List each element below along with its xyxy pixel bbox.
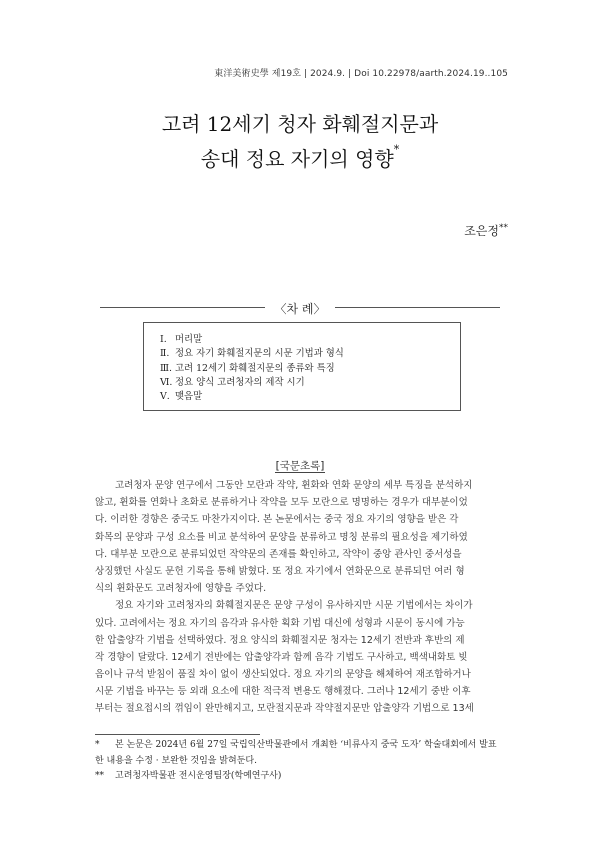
abstract-line: 작 경향이 달랐다. 12세기 전반에는 압출양각과 함께 음각 기법도 구사하고, 백색내화토 빚 (95, 651, 468, 663)
footnote (95, 769, 515, 785)
abstract-line: 있다. 고려에서는 정요 자기의 음각과 유사한 획화 기법 대신에 성형과 시문이 동시에 가능 (95, 617, 465, 629)
abstract-line: 부터는 절요접시의 꺾임이 완만해지고, 모란절지문과 작약절지문만 압출양각 기법으로 13세 (95, 703, 474, 715)
abstract-line: 음이나 규석 받침이 품질 차이 없이 생산되었다. 정요 자기의 문양을 해체하여 재조합하거나 (95, 669, 471, 681)
toc-item (160, 376, 460, 390)
footnote-text: 고려청자박물관 전시운영팀장(학예연구사) (115, 771, 282, 781)
footnote-continuation: 한 내용을 수정 · 보완한 것임을 밝혀둔다. (95, 755, 257, 766)
footnote-text: 본 논문은 2024년 6월 27일 국립익산박물관에서 개최한 ‘비류사지 중국 도자’ 학술대회에서 발표 (115, 740, 497, 750)
author (464, 222, 508, 239)
toc-heading-rule-right (335, 307, 500, 308)
footnote-divider (95, 734, 260, 735)
toc-heading-block (100, 300, 500, 314)
abstract-line: 상징했던 사실도 문헌 기록을 통해 밝혔다. 또 정요 자기에서 연화문으로 분류되던 여러 형 (95, 565, 465, 577)
footnote (95, 738, 515, 754)
abstract-body (95, 477, 507, 718)
abstract-heading (0, 458, 600, 473)
toc-heading: 〈차 례〉 (274, 302, 326, 316)
abstract-line: 시문 기법을 바꾸는 등 외래 요소에 대한 적극적 변용도 행해졌다. 그러나 12세기 중반 이후 (95, 686, 471, 698)
abstract-line: 정요 자기와 고려청자의 화훼절지문은 문양 구성이 유사하지만 시문 기법에서는 차이가 (115, 600, 473, 612)
abstract-line: 다. 대부분 모란으로 분류되었던 작약문의 존재를 확인하고, 작약이 중앙 관사인 중서성을 (95, 548, 462, 560)
abstract-line: 화목의 문양과 구성 요소를 비교 분석하여 문양을 분류하고 명칭 분류의 필요성을 제기하였 (95, 531, 468, 543)
toc-item (160, 333, 460, 347)
toc-item-label: 정요 양식 고려청자의 제작 시기 (174, 376, 305, 388)
abstract-heading-text: [국문초록] (275, 460, 325, 472)
toc-item-number: Ⅱ. (160, 348, 170, 360)
toc-item-label: 맺음말 (174, 391, 203, 403)
toc-item (160, 347, 460, 361)
paper-title-line-2 (0, 143, 600, 172)
abstract-line: 식의 휜화문도 고려청자에 영향을 주었다. (95, 583, 267, 595)
toc-item-number: Ⅲ. (160, 362, 173, 374)
abstract-line: 고려청자 문양 연구에서 그동안 모란과 작약, 휜화와 연화 문양의 세부 특징을 분석하지 (115, 480, 473, 491)
abstract-line: 다. 이러한 경향은 중국도 마찬가지이다. 본 논문에서는 중국 정요 자기의 영향을 받은 각 (95, 514, 459, 526)
toc-item-label: 정요 자기 화훼절지문의 시문 기법과 형식 (174, 348, 344, 360)
author-footnote-mark: ** (499, 223, 508, 233)
toc-item-label: 머리말 (174, 334, 203, 345)
author-name: 조은정 (464, 224, 499, 238)
toc-item-number: Ⅵ. (160, 376, 173, 388)
toc-item (160, 362, 460, 376)
toc-item-number: Ⅰ. (160, 334, 167, 345)
journal-header: 東洋美術史學 제19호 | 2024.9. | Doi 10.22978/aarth.2024.19..105 (214, 69, 508, 79)
footnote-mark: * (95, 740, 100, 750)
title-footnote-mark: * (393, 143, 400, 156)
toc-item-number: Ⅴ. (160, 391, 170, 403)
paper-title-line-2-text: 송대 정요 자기의 영향 (200, 147, 394, 171)
toc-item (160, 390, 460, 404)
table-of-contents (143, 322, 461, 411)
footnotes (95, 738, 515, 785)
abstract-line: 않고, 휜화를 연화나 초화로 분류하거나 작약을 모두 모란으로 명명하는 경우가 대부분이었 (95, 497, 468, 509)
abstract-line: 한 압출양각 기법을 선택하였다. 정요 양식의 화훼절지문 청자는 12세기 전반과 후반의 제 (95, 634, 465, 646)
toc-item-label: 고려 12세기 화훼절지문의 종류와 특징 (174, 362, 335, 374)
paper-title-line-1: 고려 12세기 청자 화훼절지문과 (161, 112, 439, 136)
footnote-mark: ** (95, 771, 104, 781)
